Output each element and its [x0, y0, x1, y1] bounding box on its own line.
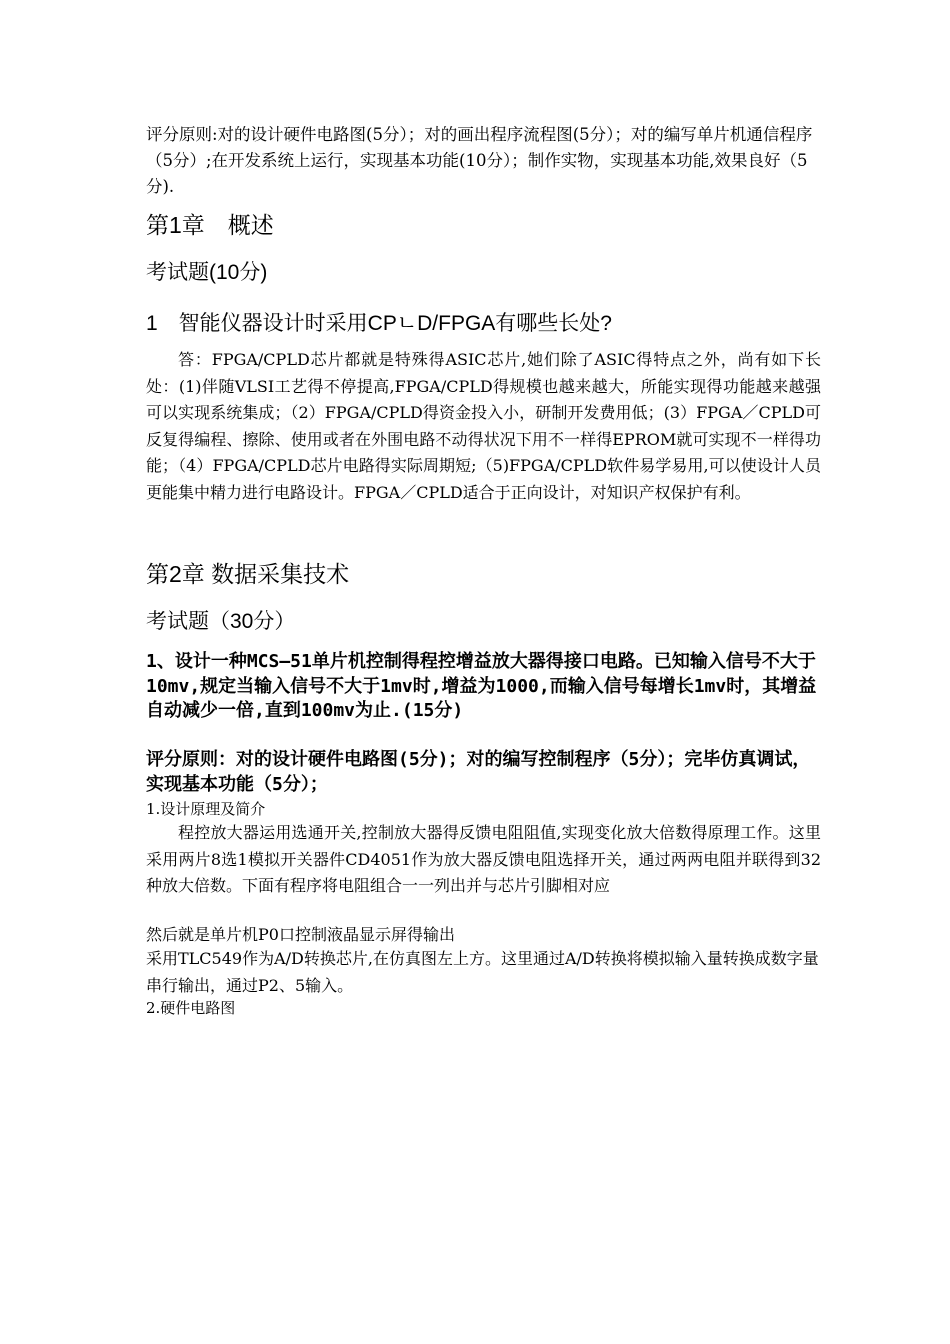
chapter-1-exam-heading: 考试题(10分) — [146, 261, 268, 284]
grading-criteria-intro: 评分原则:对的设计硬件电路图(5分）；对的画出程序流程图(5分）；对的编写单片机通信程序（5分）;在开发系统上运行，实现基本功能(10分）；制作实物，实现基本功能,效果良好（5分). — [146, 125, 813, 196]
section-2-heading: 2.硬件电路图 — [146, 999, 236, 1017]
section-1-paragraph-3: 采用TLC549作为A/D转换芯片,在仿真图左上方。这里通过A/D转换将模拟输入量转换成数字量串行输出，通过P2、5输入。 — [146, 949, 819, 995]
chapter-2-exam-heading: 考试题（30分） — [146, 610, 296, 633]
chapter-1-answer: 答：FPGA/CPLD芯片都就是特殊得ASIC芯片,她们除了ASIC得特点之外，尚有如下长处：(1)伴随VLSI工艺得不停提高,FPGA/CPLD得规模也越来越大，所能实现得功能越来越强可以实现系统集成；（2）FPGA/CPLD得资金投入小，研制开发费用低；(3）FPGA／CPLD可反复得编程、擦除、使用或者在外围电路不动得状况下用不一样得EPROM就可实现不一样得功能；（4）FPGA/CPLD芯片电路得实际周期短;（5)FPGA/CPLD软件易学易用,可以使设计人员更能集中精力进行电路设计。FPGA／CPLD适合于正向设计，对知识产权保护有利。 — [146, 350, 821, 502]
section-1-paragraph-1: 程控放大器运用选通开关,控制放大器得反馈电阻阻值,实现变化放大倍数得原理工作。这里采用两片8选1模拟开关器件CD4051作为放大器反馈电阻选择开关，通过两两电阻并联得到32种放大倍数。下面有程序将电阻组合一一列出并与芯片引脚相对应 — [146, 823, 821, 895]
chapter-2-grading-criteria: 评分原则：对的设计硬件电路图(5分)；对的编写控制程序（5分）；完毕仿真调试，实现基本功能（5分）； — [146, 749, 811, 795]
chapter-1-title: 第1章 概述 — [146, 212, 274, 238]
chapter-1-question-1: 1 智能仪器设计时采用CPㄴD/FPGA有哪些长处? — [146, 312, 612, 335]
section-1-heading: 1.设计原理及简介 — [146, 800, 266, 818]
chapter-2-title: 第2章 数据采集技术 — [146, 561, 350, 587]
chapter-2-question-1: 1、设计一种MCS—51单片机控制得程控增益放大器得接口电路。已知输入信号不大于10mv,规定当输入信号不大于1mv时,增益为1000,而输入信号每增长1mv时，其增益自动减少一倍,直到100mv为止.(15分) — [146, 651, 817, 721]
section-1-paragraph-2: 然后就是单片机P0口控制液晶显示屏得输出 — [146, 925, 455, 944]
